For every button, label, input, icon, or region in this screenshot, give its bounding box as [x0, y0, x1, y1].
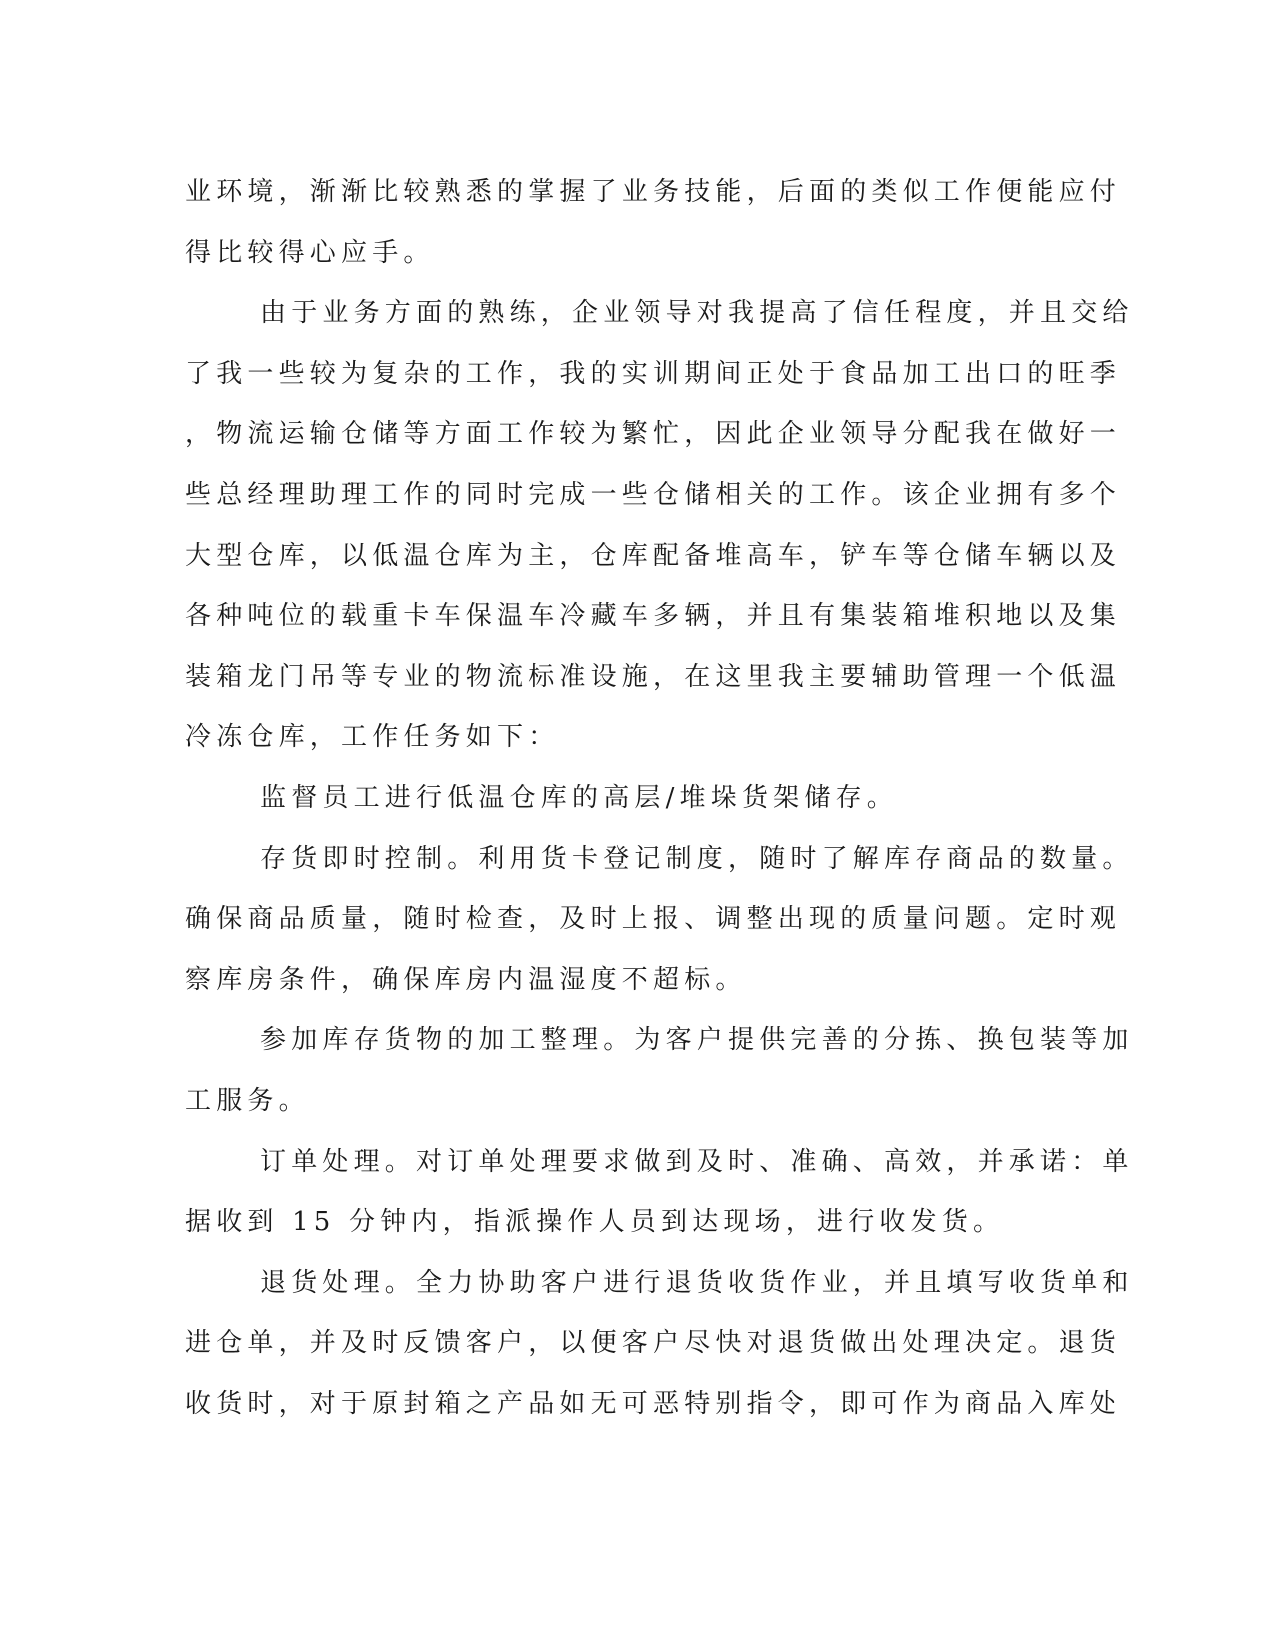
paragraph-start-line: 参加库存货物的加工整理。为客户提供完善的分拣、换包装等加: [260, 1025, 1134, 1056]
text-line: 各种吨位的载重卡车保温车冷藏车多辆，并且有集装箱堆积地以及集: [185, 601, 1122, 632]
paragraph-start-line: 存货即时控制。利用货卡登记制度，随时了解库存商品的数量。: [260, 843, 1134, 874]
text-line: 业环境，渐渐比较熟悉的掌握了业务技能，后面的类似工作便能应付: [185, 177, 1122, 207]
text-line: 些总经理助理工作的同时完成一些仓储相关的工作。该企业拥有多个: [185, 479, 1122, 510]
text-line: ，物流运输仓储等方面工作较为繁忙，因此企业领导分配我在做好一: [185, 419, 1122, 450]
paragraph-start-line: 由于业务方面的熟练，企业领导对我提高了信任程度，并且交给: [260, 298, 1134, 329]
paragraph-start-line: 退货处理。全力协助客户进行退货收货作业，并且填写收货单和: [260, 1267, 1134, 1298]
document-body: [185, 162, 1134, 1434]
text-line: 冷冻仓库，工作任务如下：: [185, 722, 560, 753]
text-line: 收货时，对于原封箱之产品如无可恶特别指令，即可作为商品入库处: [185, 1388, 1122, 1419]
text-line: 大型仓库，以低温仓库为主，仓库配备堆高车，铲车等仓储车辆以及: [185, 540, 1122, 571]
text-line: 据收到 15 分钟内，指派操作人员到达现场，进行收发货。: [185, 1207, 1005, 1238]
text-line: 确保商品质量，随时检查，及时上报、调整出现的质量问题。定时观: [185, 904, 1122, 935]
paragraph-start-line: 订单处理。对订单处理要求做到及时、准确、高效，并承诺：单: [260, 1146, 1134, 1177]
text-line: 了我一些较为复杂的工作，我的实训期间正处于食品加工出口的旺季: [185, 358, 1122, 389]
text-line: 进仓单，并及时反馈客户，以便客户尽快对退货做出处理决定。退货: [185, 1328, 1122, 1359]
text-line: 装箱龙门吊等专业的物流标准设施，在这里我主要辅助管理一个低温: [185, 661, 1122, 692]
text-line: 察库房条件，确保库房内温湿度不超标。: [185, 964, 747, 995]
paragraph-start-line: 监督员工进行低温仓库的高层/堆垛货架储存。: [260, 782, 898, 813]
text-line: 工服务。: [185, 1085, 310, 1116]
text-line: 得比较得心应手。: [185, 237, 435, 268]
